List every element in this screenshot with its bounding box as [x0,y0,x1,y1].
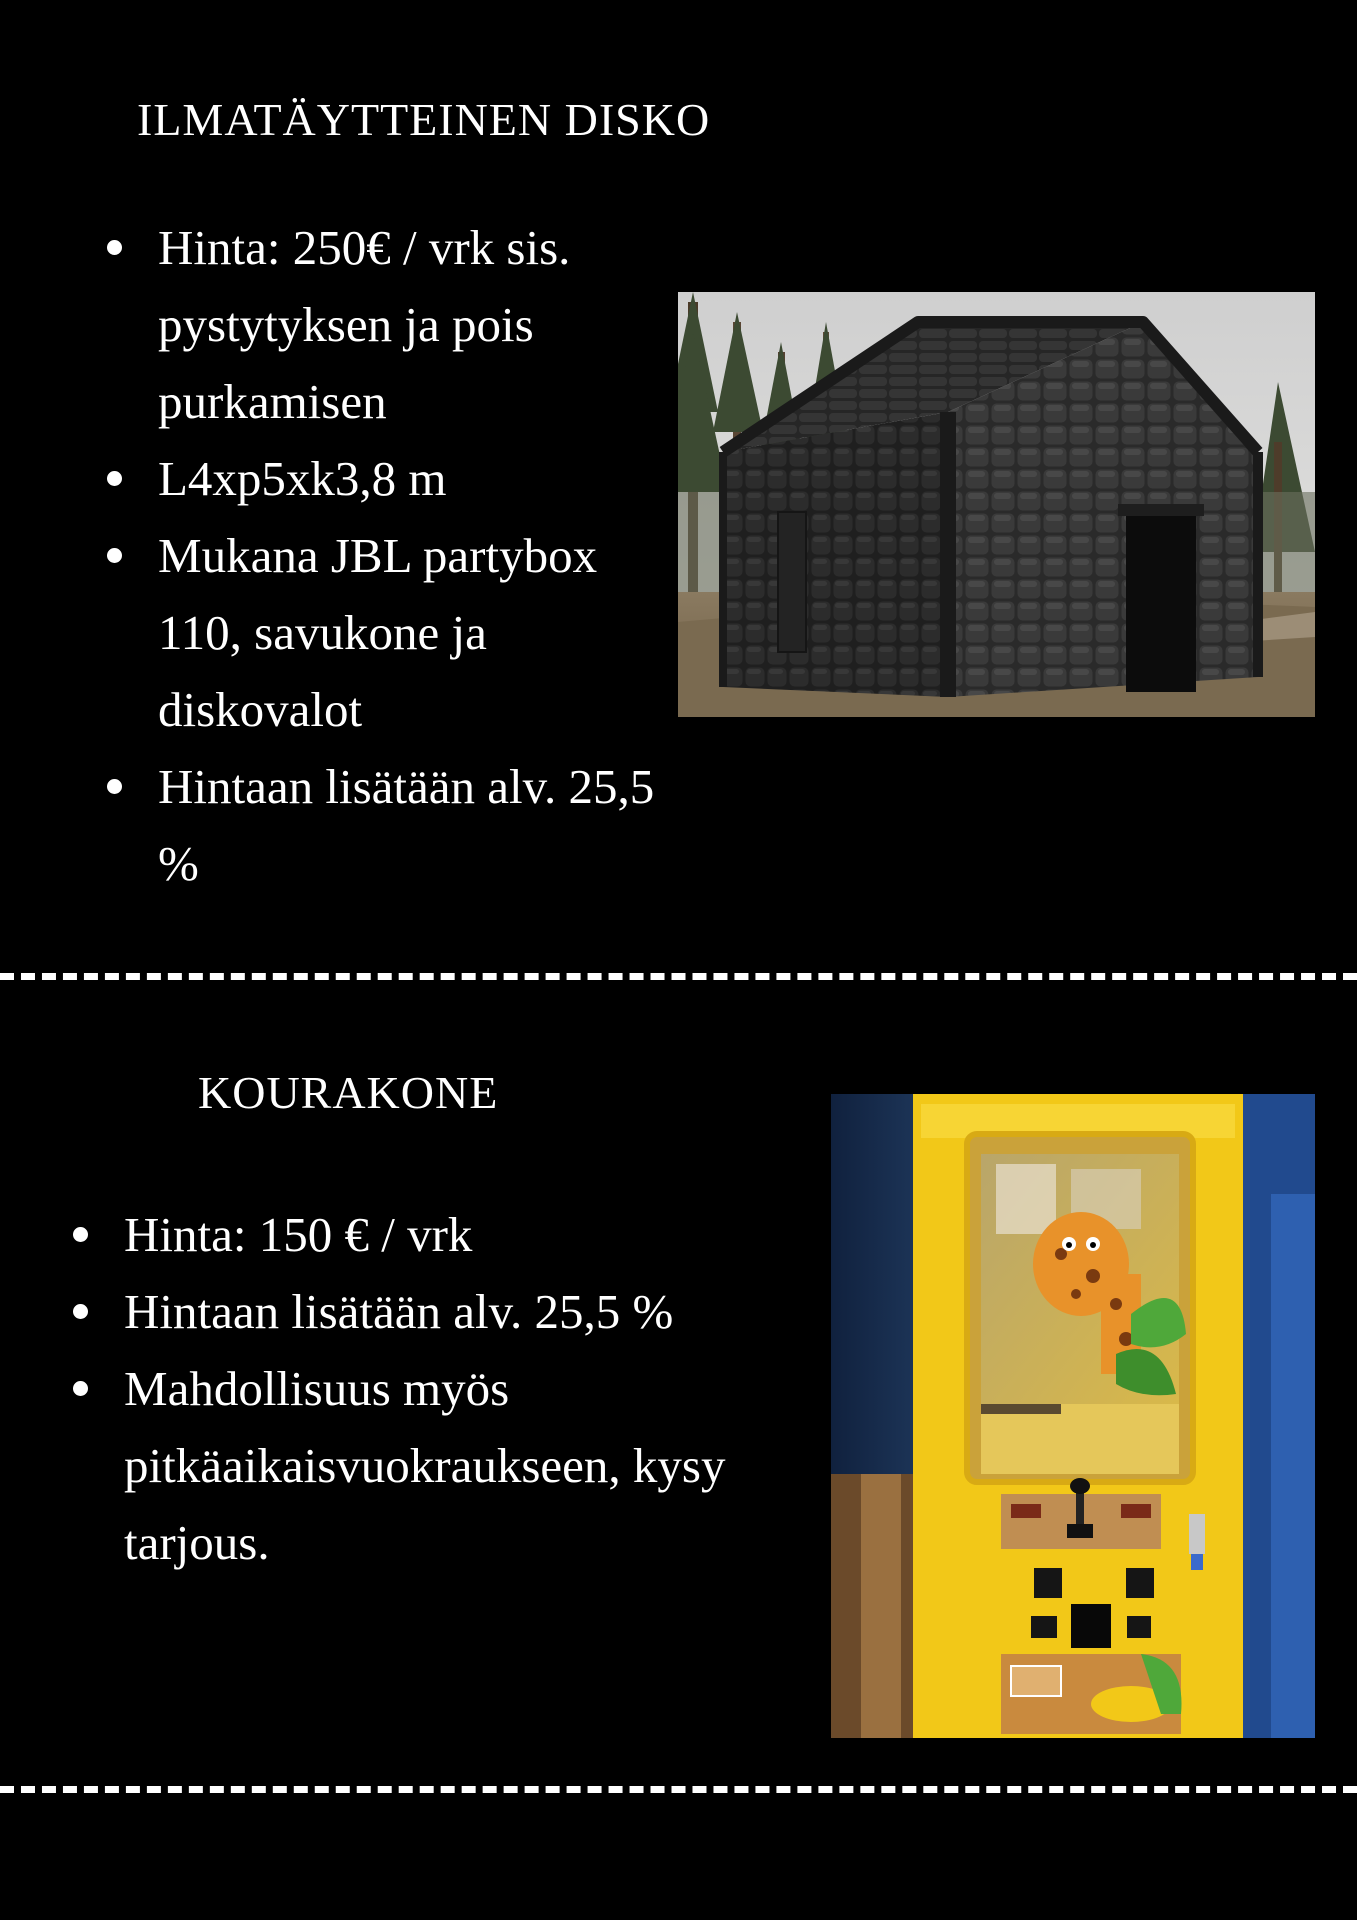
disko-included-text: Mukana JBL partybox 110, savukone ja diskovalot [158,528,598,737]
claw-machine-photo [831,1094,1315,1738]
bullet-dot [107,779,122,794]
disko-price-text: Hinta: 250€ / vrk sis. pystytyksen ja pois purkamisen [158,220,571,429]
section-title-kourakone: KOURAKONE [198,1067,499,1118]
list-item [107,517,667,748]
section-title-disko: ILMATÄYTTEINEN DISKO [137,94,711,145]
bullet-dot [107,471,122,486]
disko-vat-text: Hintaan lisätään alv. 25,5 % [158,759,655,891]
kourakone-vat-text: Hintaan lisätään alv. 25,5 % [124,1284,674,1339]
kourakone-price-text: Hinta: 150 € / vrk [124,1207,473,1262]
kourakone-longterm-text: Mahdollisuus myös pitkäaikaisvuokraukseen, kysy tarjous. [124,1361,726,1570]
list-item [73,1350,753,1581]
disko-dimensions-text: L4xp5xk3,8 m [158,451,447,506]
kourakone-bullet-list [73,1196,753,1581]
bullet-dot [73,1381,88,1396]
list-item [107,209,667,440]
list-item [107,748,667,902]
bullet-dot [107,240,122,255]
section-divider [0,973,1357,980]
list-item [73,1196,753,1273]
list-item [107,440,667,517]
disko-bullet-list [107,209,667,902]
section-divider [0,1786,1357,1793]
list-item [73,1273,753,1350]
bullet-dot [73,1227,88,1242]
bullet-dot [107,548,122,563]
bullet-dot [73,1304,88,1319]
inflatable-disco-tent-photo [678,292,1315,717]
